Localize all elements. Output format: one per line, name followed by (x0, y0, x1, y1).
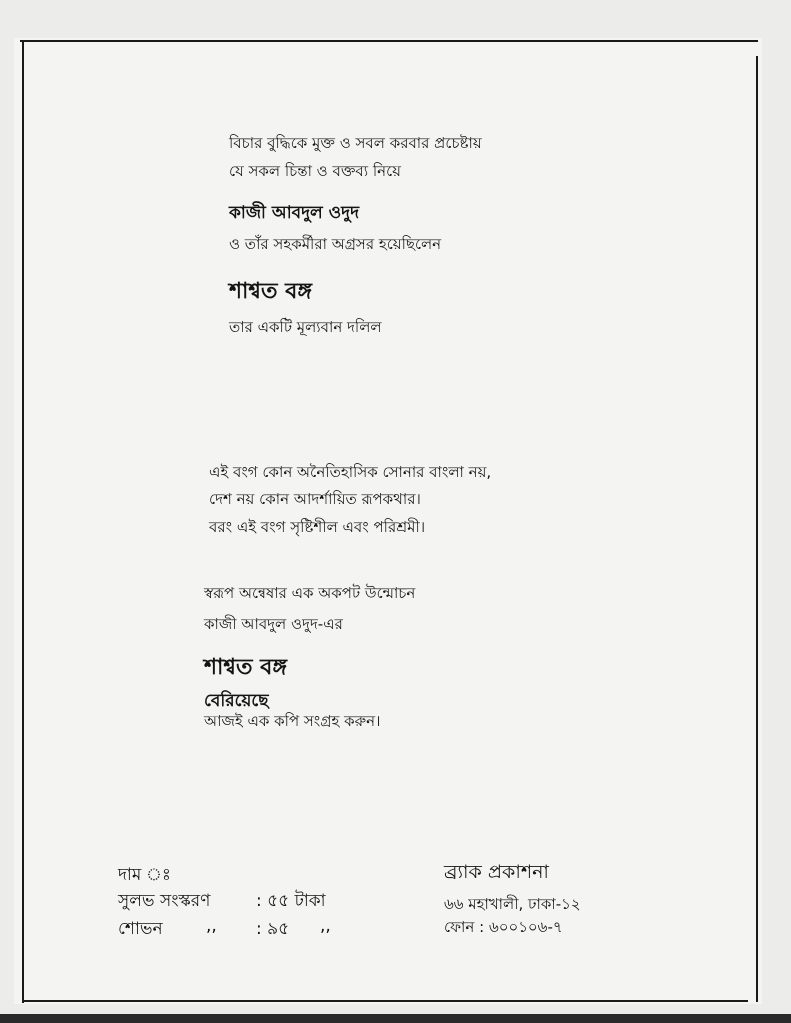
ditto-mark-1: ,, (206, 916, 217, 936)
promo-line-3: আজই এক কপি সংগ্রহ করুন। (204, 712, 381, 730)
deluxe-edition-label: শোভন (118, 919, 163, 939)
book-title: শাশ্বত বঙ্গ (229, 279, 312, 304)
intro-line-2: যে সকল চিন্তা ও বক্তব্য নিয়ে (229, 162, 401, 180)
intro-line-3: ও তাঁর সহকর্মীরা অগ্রসর হয়েছিলেন (229, 235, 442, 253)
cheap-edition-price: : ৫৫ টাকা (256, 891, 326, 911)
author-name: কাজী আবদুল ওদুদ (229, 203, 359, 223)
intro-line-1: বিচার বুদ্ধিকে মুক্ত ও সবল করবার প্রচেষ্টায় (229, 134, 482, 152)
ditto-mark-2: ,, (320, 916, 331, 936)
released-label: বেরিয়েছে (204, 691, 269, 711)
deluxe-edition-price: : ৯৫ (256, 919, 290, 939)
promo-author: কাজী আবদুল ওদুদ-এর (204, 615, 343, 633)
publisher-phone: ফোন : ৬০০১০৬-৭ (444, 918, 563, 936)
border-right (756, 56, 758, 1002)
publisher-name: ব্র্যাক প্রকাশনা (444, 861, 549, 883)
cheap-edition-label: সুলভ সংস্করণ (118, 891, 211, 911)
intro-line-4: তার একটি মূল্যবান দলিল (229, 318, 382, 336)
price-label: দাম ঃ (118, 865, 171, 885)
border-top (20, 40, 758, 42)
scan-edge (0, 1014, 791, 1023)
quote-line-1: এই বংগ কোন অনৈতিহাসিক সোনার বাংলা নয়, (209, 463, 492, 481)
promo-book-title: শাশ্বত বঙ্গ (204, 655, 287, 680)
quote-line-2: দেশ নয় কোন আদর্শায়িত রূপকথার। (209, 490, 421, 508)
publisher-address: ৬৬ মহাখালী, ঢাকা-১২ (444, 895, 581, 913)
quote-line-3: বরং এই বংগ সৃষ্টিশীল এবং পরিশ্রমী। (209, 518, 426, 536)
border-left (22, 40, 24, 1003)
border-bottom (22, 1000, 748, 1002)
promo-line-1: স্বরূপ অন্বেষার এক অকপট উন্মোচন (204, 584, 416, 602)
